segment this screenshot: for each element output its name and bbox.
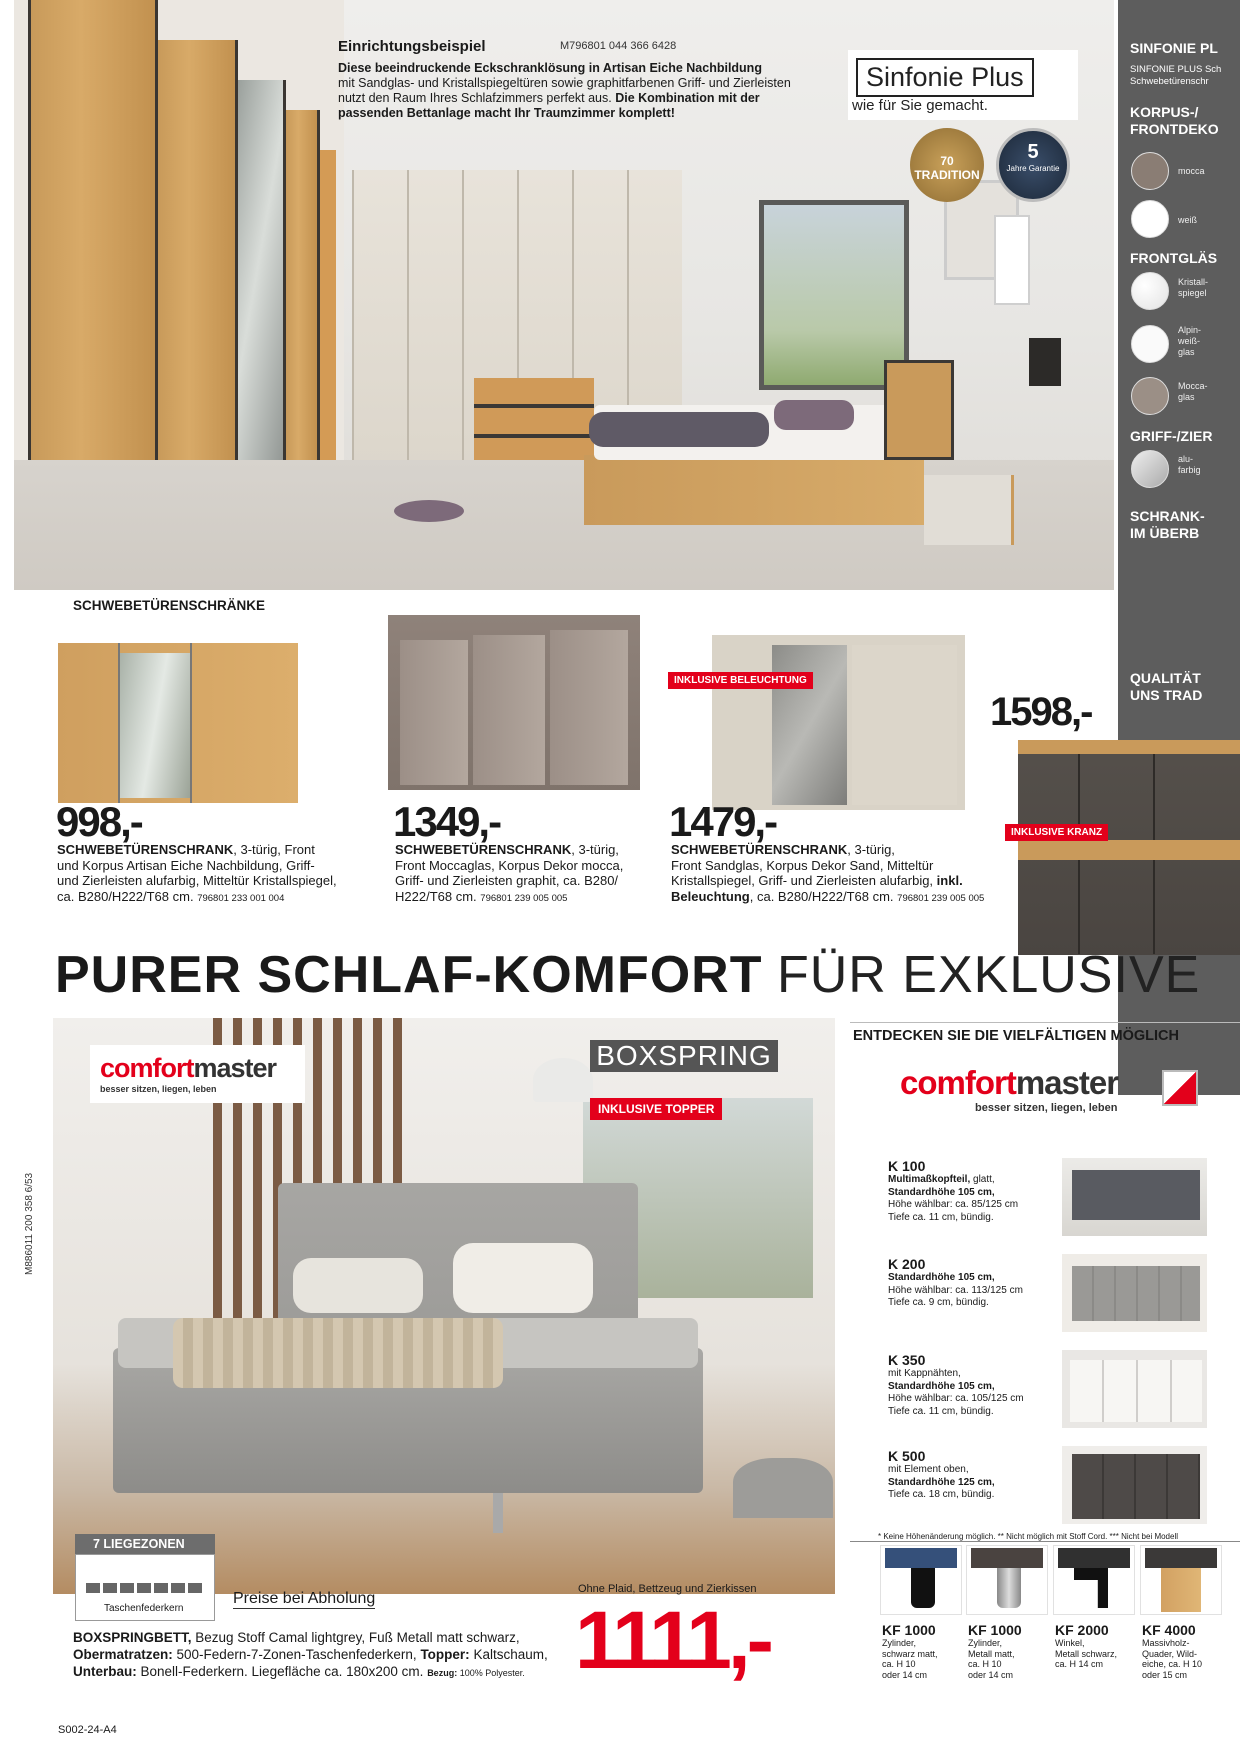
headboard-k350-image [1062, 1350, 1207, 1428]
frontglas-heading: FRONTGLÄS [1130, 250, 1218, 266]
foot-kf4000-image [1140, 1545, 1222, 1615]
mirror-door [238, 80, 286, 490]
zones-title: 7 LIEGEZONEN [75, 1534, 215, 1554]
price-1479: 1479,- [669, 798, 777, 845]
griff-heading: GRIFF-/ZIER [1130, 428, 1213, 444]
swatch-weiss[interactable] [1131, 200, 1169, 238]
korpus-heading: KORPUS-/ FRONTDEKO [1130, 104, 1219, 137]
sand-door [352, 170, 407, 468]
zones-graphic [75, 1554, 215, 1621]
swatch-alpin-label: Alpin- weiß- glas [1178, 325, 1202, 357]
boxspring-logo: BOXSPRING [590, 1040, 778, 1072]
wardrobe-mocca-image [388, 615, 640, 790]
headboard-k200[interactable]: K 200 Standardhöhe 105 cm, Höhe wählbar: ca. 113/125 cm Tiefe ca. 9 cm, bündig. [888, 1256, 1023, 1308]
tradition-seal: 70 TRADITION [910, 128, 984, 202]
comfortmaster-logo-panel: comfortmaster besser sitzen, liegen, leben [900, 1064, 1220, 1128]
comfortmaster-emblem-icon [1162, 1070, 1198, 1106]
price-1111: 1111,- [575, 1595, 770, 1686]
price-1598: 1598,- [990, 690, 1092, 734]
foot-kf1000-black-image [880, 1545, 962, 1615]
qualitaet-heading: QUALITÄT UNS TRAD [1130, 670, 1203, 703]
pickup-note: Preise bei Abholung [233, 1590, 376, 1607]
wardrobe-kranz-image [1018, 740, 1240, 955]
foot-kf2000-image [1053, 1545, 1135, 1615]
brand-name: Sinfonie Plus [856, 58, 1034, 97]
headboard-k500[interactable]: K 500 mit Element oben, Standardhöhe 125 cm, Tiefe ca. 18 cm, bündig. [888, 1448, 995, 1500]
intro-article: M796801 044 366 6428 [560, 40, 677, 52]
price-1349: 1349,- [393, 798, 501, 845]
bed-photo [584, 400, 1004, 550]
swatch-moccaglas-label: Mocca- glas [1178, 381, 1208, 402]
product-desc-1: SCHWEBETÜRENSCHRANK, 3-türig, Front und Korpus Artisan Eiche Nachbildung, Griff- und Zierleisten alufarbig, Mitteltür Kristallspiegel, ca. B280/H222/T68 cm. 796801 233 001 004 [57, 842, 337, 904]
intro-block [338, 38, 808, 121]
price-998: 998,- [56, 798, 142, 845]
zones-caption: Taschenfederkern [104, 1603, 184, 1614]
intro-title: Einrichtungsbeispiel [338, 38, 486, 55]
headboard-k500-image [1062, 1446, 1207, 1524]
headboard-k100[interactable]: K 100 Multimaßkopfteil, glatt, Standardhöhe 105 cm, Höhe wählbar: ca. 85/125 cm Tiefe ca. 11 cm, bündig. [888, 1158, 1019, 1223]
vertical-article-number: M886011 200 358 6/53 [24, 1172, 35, 1275]
foot-kf4000[interactable]: KF 4000 Massivholz- Quader, Wild- eiche, ca. H 10 oder 15 cm [1142, 1622, 1203, 1680]
product-desc-2: SCHWEBETÜRENSCHRANK, 3-türig, Front Moccaglas, Korpus Dekor mocca, Griff- und Zierleisten graphit, ca. B280/ H222/T68 cm. 796801 239 005 005 [395, 842, 624, 904]
wardrobe-oak-image [58, 643, 298, 803]
sidebar-subtitle: SINFONIE PLUS Sch Schwebetürenschr [1130, 64, 1222, 87]
comfortmaster-tagline: besser sitzen, liegen, leben [100, 1084, 217, 1094]
product-desc-3: SCHWEBETÜRENSCHRANK, 3-türig, Front Sandglas, Korpus Dekor Sand, Mitteltür Kristallspiegel, Griff- und Zierleisten alufarbig, inkl. Beleuchtung, ca. B280/H222/T68 cm. 796801 239 005 005 [671, 842, 985, 904]
swatch-kristall-label: Kristall- spiegel [1178, 277, 1209, 298]
foot-kf1000-metal[interactable]: KF 1000 Zylinder, Metall matt, ca. H 10 oder 14 cm [968, 1622, 1022, 1680]
badge-topper: INKLUSIVE TOPPER [590, 1098, 722, 1120]
options-footnote: * Keine Höhenänderung möglich. ** Nicht möglich mit Stoff Cord. *** Nicht bei Modell [878, 1532, 1179, 1541]
section-label: SCHWEBETÜRENSCHRÄNKE [73, 598, 266, 613]
brand-slogan: wie für Sie gemacht. [852, 97, 988, 114]
comfortmaster-wordmark: comfortmaster [100, 1053, 277, 1083]
headboard-k350[interactable]: K 350 mit Kappnähten, Standardhöhe 105 cm, Höhe wählbar: ca. 105/125 cm Tiefe ca. 11 cm, bündig. [888, 1352, 1024, 1417]
swatch-alu[interactable] [1131, 450, 1169, 488]
foot-kf1000-metal-image [966, 1545, 1048, 1615]
swatch-mocca[interactable] [1131, 152, 1169, 190]
guarantee-seal: 5 Jahre Garantie [996, 128, 1070, 202]
foot-kf2000[interactable]: KF 2000 Winkel, Metall schwarz, ca. H 14 cm [1055, 1622, 1118, 1669]
feet-divider [850, 1541, 1240, 1542]
comfortmaster-logo-photo [90, 1045, 305, 1103]
swatch-alpinweiss[interactable] [1131, 325, 1169, 363]
intro-text: Diese beeindruckende Eckschranklösung in Artisan Eiche Nachbildung mit Sandglas- und Kristallspiegeltüren sowie graphitfarbenen Griff- und Zierleisten nutzt den Raum Ihres Schlafzimmers perfekt aus. Die Kombination mit der passenden Bettanlage macht Ihr Traumzimmer komplett! [338, 61, 791, 120]
foot-kf1000-black[interactable]: KF 1000 Zylinder, schwarz matt, ca. H 10 oder 14 cm [882, 1622, 938, 1680]
sand-door [407, 170, 462, 468]
swatch-weiss-label: weiß [1178, 215, 1198, 225]
badge-kranz: INKLUSIVE KRANZ [1005, 824, 1108, 841]
sidebar-title: SINFONIE PL [1130, 40, 1218, 56]
headboard-k200-image [1062, 1254, 1207, 1332]
headline: PURER SCHLAF-KOMFORT FÜR EXKLUSIVE [55, 946, 1201, 1004]
swatch-moccaglas[interactable] [1131, 377, 1169, 415]
options-heading: ENTDECKEN SIE DIE VIELFÄLTIGEN MÖGLICH [853, 1028, 1179, 1044]
page-code: S002-24-A4 [58, 1724, 117, 1736]
swatch-alu-label: alu- farbig [1178, 454, 1201, 475]
swatch-mocca-label: mocca [1178, 166, 1205, 176]
oak-door [158, 40, 238, 510]
exclusion-note: Ohne Plaid, Bettzeug und Zierkissen [578, 1583, 757, 1595]
headboard-k100-image [1062, 1158, 1207, 1236]
swatch-kristallspiegel[interactable] [1131, 272, 1169, 310]
badge-beleuchtung: INKLUSIVE BELEUCHTUNG [668, 672, 813, 689]
oak-door [286, 110, 320, 475]
schrank-heading: SCHRANK- IM ÜBERB [1130, 508, 1205, 541]
boxspring-desc: BOXSPRINGBETT, Bezug Stoff Camal lightgrey, Fuß Metall matt schwarz, Obermatratzen: 500-Federn-7-Zonen-Taschenfederkern, Topper: Kaltschaum, Unterbau: Bonell-Federkern. Liegefläche ca. 180x200 cm. Bezug: 100% Polyester. [73, 1630, 548, 1679]
sinfonie-plus-logo [848, 50, 1078, 120]
wardrobe-sand-image [712, 635, 965, 810]
